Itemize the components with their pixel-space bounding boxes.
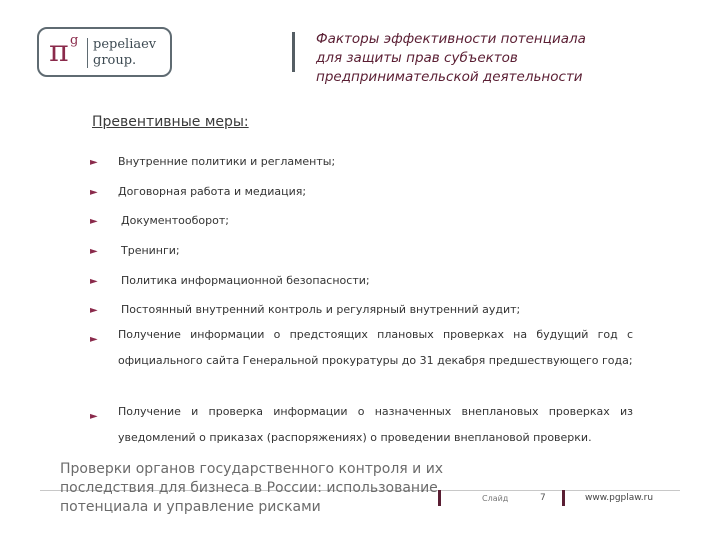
bullet-icon: ►: [90, 157, 98, 168]
bullet-icon: ►: [90, 411, 98, 422]
footer-separator: [562, 490, 565, 506]
list-item: Документооборот;: [121, 214, 229, 227]
list-item: Постоянный внутренний контроль и регулярный внутренний аудит;: [121, 303, 521, 316]
section-heading: Превентивные меры:: [92, 114, 249, 130]
logo-pi-symbol: π: [49, 34, 69, 69]
list-item: Договорная работа и медиация;: [118, 185, 307, 198]
list-item: Внутренние политики и регламенты;: [118, 155, 336, 168]
website-link[interactable]: www.pgplaw.ru: [585, 493, 654, 503]
logo-superscript: g: [70, 33, 79, 48]
list-item: Тренинги;: [121, 244, 180, 257]
slide-number: 7: [540, 493, 546, 503]
slide-title-line: Факторы эффективности потенциала: [316, 31, 586, 47]
bullet-icon: ►: [90, 246, 98, 257]
slide-title-line: для защиты прав субъектов: [316, 50, 518, 66]
list-item: Получение информации о предстоящих плановых проверках на будущий год с официального сайта Генеральной прокуратуры до 31 декабря предшествующего года;: [118, 328, 633, 367]
list-item: Получение и проверка информации о назначенных внеплановых проверках из уведомлений о приказах (распоряжениях) о проведении внеплановой проверки.: [118, 405, 633, 444]
bullet-icon: ►: [90, 334, 98, 345]
list-item: Политика информационной безопасности;: [121, 274, 370, 287]
bullet-icon: ►: [90, 305, 98, 316]
footer-separator: [438, 490, 441, 506]
bullet-icon: ►: [90, 276, 98, 287]
presentation-title: Проверки органов государственного контроля и их последствия для бизнеса в России: использование потенциала и управление рисками: [60, 461, 444, 515]
bullet-icon: ►: [90, 216, 98, 227]
bullet-icon: ►: [90, 187, 98, 198]
logo-text-line1: pepeliaev: [93, 37, 157, 52]
logo-text-line2: group.: [93, 53, 137, 68]
slide-title-line: предпринимательской деятельности: [316, 69, 583, 85]
slide-label: Слайд: [482, 494, 509, 503]
